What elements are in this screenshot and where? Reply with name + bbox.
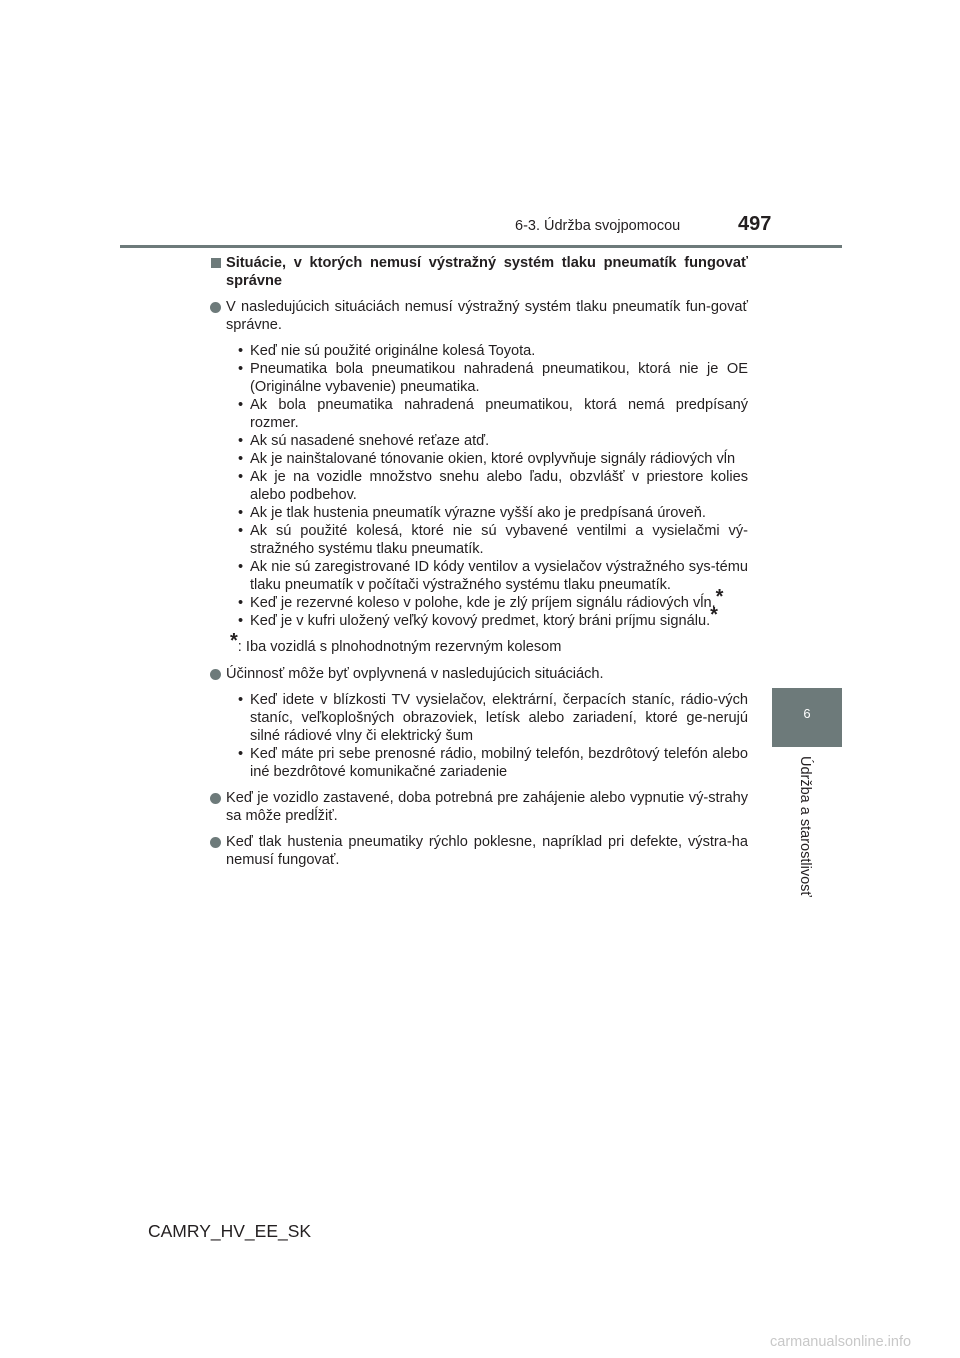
- list-item: • Keď idete v blízkosti TV vysielačov, elektrární, čerpacích staníc, rádio-vých staníc, veľkoplošných obrazoviek, letísk alebo zariadení, ktoré ge-nerujú silné rádiové vlny či elektrický šum: [250, 691, 748, 745]
- paragraph-4: [208, 833, 748, 869]
- asterisk-mark: *: [715, 586, 724, 608]
- section-heading-text: Situácie, v ktorých nemusí výstražný systém tlaku pneumatík fungovať správne: [226, 255, 748, 289]
- paragraph-4-text: Keď tlak hustenia pneumatiky rýchlo poklesne, napríklad pri defekte, výstra-ha nemusí fungovať.: [226, 834, 748, 868]
- interference-list: [208, 691, 748, 781]
- list-item: • Ak je na vozidle množstvo snehu alebo ľadu, obzvlášť v priestore kolies alebo podbehov.: [250, 468, 748, 504]
- main-content: [208, 254, 748, 877]
- list-item: • Ak nie sú zaregistrované ID kódy ventilov a vysielačov výstražného sys-tému tlaku pneumatík v počítači výstražného systému tlaku pneumatík.: [250, 558, 748, 594]
- list-item: • Keď máte pri sebe prenosné rádio, mobilný telefón, bezdrôtový telefón alebo iné bezdrôtové komunikačné zariadenie: [250, 745, 748, 781]
- asterisk-mark: *: [230, 630, 238, 652]
- circle-bullet-icon: [210, 793, 221, 804]
- list-item: • Ak je nainštalované tónovanie okien, ktoré ovplyvňuje signály rádiových vĺn: [250, 450, 748, 468]
- situations-list: [208, 342, 748, 630]
- list-item-with-asterisk: [250, 604, 748, 630]
- footnote: [230, 630, 748, 656]
- chapter-tab: [772, 688, 842, 747]
- section-heading: [208, 254, 748, 290]
- paragraph-1-text: V nasledujúcich situáciách nemusí výstražný systém tlaku pneumatík fun-govať správne.: [226, 299, 748, 333]
- header-rule: [120, 245, 842, 248]
- square-bullet-icon: [211, 258, 221, 268]
- asterisk-mark: *: [710, 604, 718, 626]
- list-item: • Keď nie sú použité originálne kolesá Toyota.: [250, 342, 748, 360]
- watermark: carmanualsonline.info: [770, 1334, 912, 1350]
- running-header-section: 6-3. Údržba svojpomocou: [515, 218, 681, 234]
- list-item-text: Keď je rezervné koleso v polohe, kde je zlý príjem signálu rádiových vĺn.: [250, 595, 716, 611]
- list-item: • Ak bola pneumatika nahradená pneumatikou, ktorá nemá predpísaný rozmer.: [250, 396, 748, 432]
- circle-bullet-icon: [210, 669, 221, 680]
- list-item: • Pneumatika bola pneumatikou nahradená pneumatikou, ktorá nie je OE (Originálne vybavenie) pneumatika.: [250, 360, 748, 396]
- paragraph-2: [208, 665, 748, 683]
- paragraph-3: [208, 789, 748, 825]
- chapter-side-title: Údržba a starostlivosť: [797, 756, 813, 897]
- page-number: 497: [738, 213, 772, 235]
- paragraph-2-text: Účinnosť môže byť ovplyvnená v nasledujúcich situáciách.: [226, 666, 604, 682]
- chapter-tab-number: 6: [803, 706, 811, 721]
- circle-bullet-icon: [210, 302, 221, 313]
- list-item: • Ak je tlak hustenia pneumatík výrazne vyšší ako je predpísaná úroveň.: [250, 504, 748, 522]
- list-item: • Ak sú použité kolesá, ktoré nie sú vybavené ventilmi a vysielačmi vý-stražného systému tlaku pneumatík.: [250, 522, 748, 558]
- list-item: • Ak sú nasadené snehové reťaze atď.: [250, 432, 748, 450]
- list-item-with-asterisk: [250, 586, 748, 612]
- document-code: CAMRY_HV_EE_SK: [148, 1221, 312, 1241]
- circle-bullet-icon: [210, 837, 221, 848]
- footnote-text: : Iba vozidlá s plnohodnotným rezervným kolesom: [237, 639, 562, 655]
- list-item-text: Keď je v kufri uložený veľký kovový predmet, ktorý bráni príjmu signálu.: [250, 613, 711, 629]
- paragraph-3-text: Keď je vozidlo zastavené, doba potrebná pre zahájenie alebo vypnutie vý-strahy sa môže predĺžiť.: [226, 790, 748, 824]
- paragraph-1: [208, 298, 748, 334]
